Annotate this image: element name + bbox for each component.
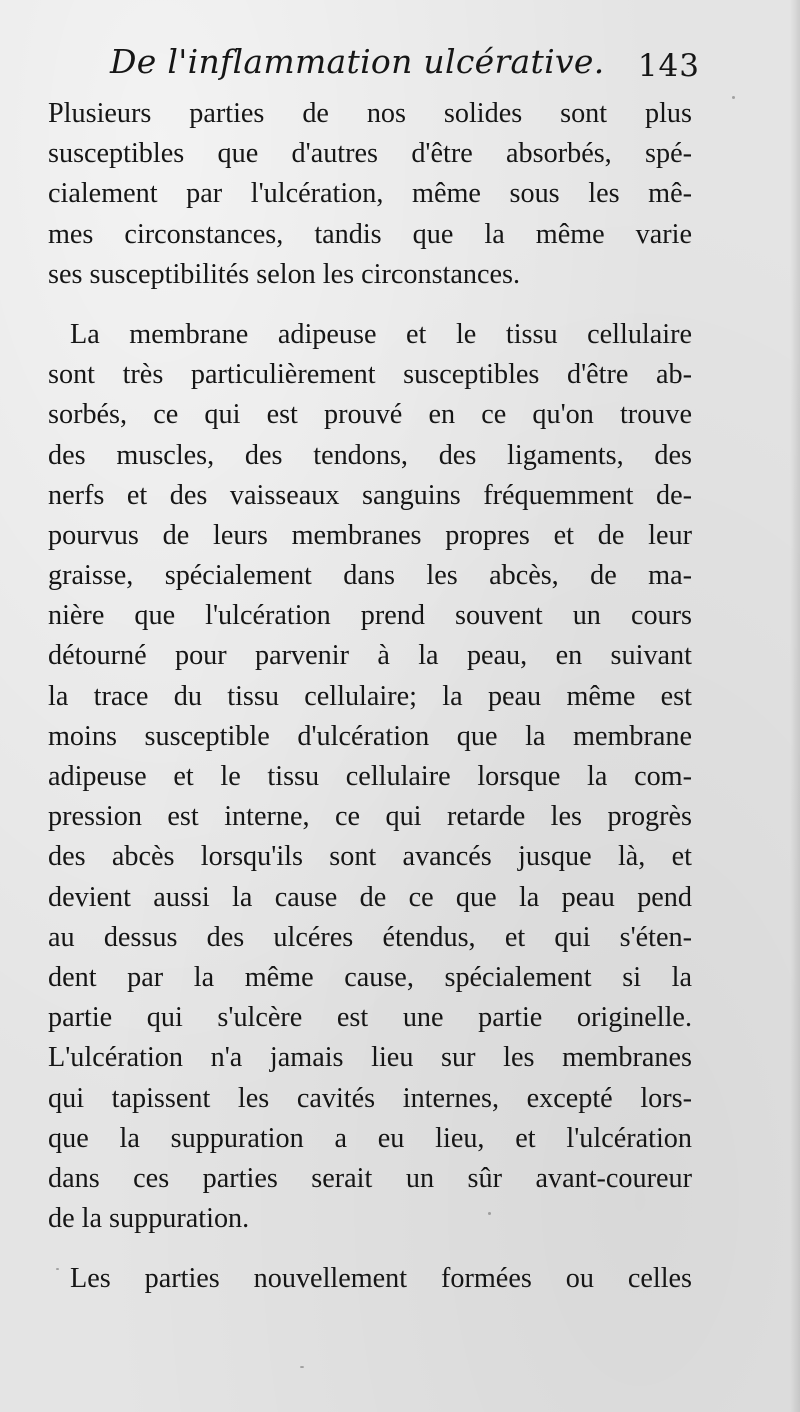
text-line: que la suppuration a eu lieu, et l'ulcération [48,1122,692,1154]
text-line: moins susceptible d'ulcération que la membrane [48,720,692,752]
text-line: dent par la même cause, spécialement si la [48,961,692,993]
text-line: au dessus des ulcéres étendus, et qui s'éten- [48,921,692,953]
text-line: devient aussi la cause de ce que la peau pend [48,881,692,913]
text-line: sont très particulièrement susceptibles d'être ab- [48,359,692,391]
paragraph-3 [48,1259,692,1299]
text-line: nière que l'ulcération prend souvent un cours [48,600,692,632]
paper-speck [300,1366,304,1368]
text-line: dans ces parties serait un sûr avant-coureur [48,1162,692,1194]
text-line: la trace du tissu cellulaire; la peau même est [48,680,692,712]
text-line: pression est interne, ce qui retarde les progrès [48,801,692,833]
text-line: ses susceptibilités selon les circonstances. [48,258,521,290]
text-line: partie qui s'ulcère est une partie originelle. [48,1002,692,1034]
running-title: De l'inflammation ulcérative. [110,42,605,81]
text-line: Plusieurs parties de nos solides sont plus [48,98,692,129]
text-line: pourvus de leurs membranes propres et de leur [48,519,692,551]
text-line: des muscles, des tendons, des ligaments, des [48,439,692,471]
text-line: mes circonstances, tandis que la même varie [48,218,692,250]
text-line: sorbés, ce qui est prouvé en ce qu'on trouve [48,399,692,431]
paper-speck [56,1268,59,1270]
page-edge-shadow [790,0,800,1412]
page-header [110,38,700,90]
body-text [48,94,692,1299]
text-line: L'ulcération n'a jamais lieu sur les membranes [48,1042,692,1074]
text-line: adipeuse et le tissu cellulaire lorsque la com- [48,761,692,792]
page-number: 143 [637,48,700,84]
text-line: de la suppuration. [48,1203,250,1235]
text-line: graisse, spécialement dans les abcès, de ma- [48,560,692,592]
paragraph-2 [48,315,692,1239]
text-line: susceptibles que d'autres d'être absorbés, spé- [48,138,692,170]
text-line: Les parties nouvellement formées ou celles [70,1263,692,1295]
text-line: La membrane adipeuse et le tissu cellulaire [70,318,692,350]
text-line: des abcès lorsqu'ils sont avancés jusque là, et [48,841,692,873]
paper-speck [732,96,735,99]
text-line: cialement par l'ulcération, même sous les mê- [48,178,692,210]
paper-speck [488,1212,491,1215]
text-line: qui tapissent les cavités internes, excepté lors- [48,1082,692,1114]
text-line: nerfs et des vaisseaux sanguins fréquemment de- [48,479,692,511]
text-line: détourné pour parvenir à la peau, en suivant [48,640,692,672]
paragraph-1 [48,94,692,295]
